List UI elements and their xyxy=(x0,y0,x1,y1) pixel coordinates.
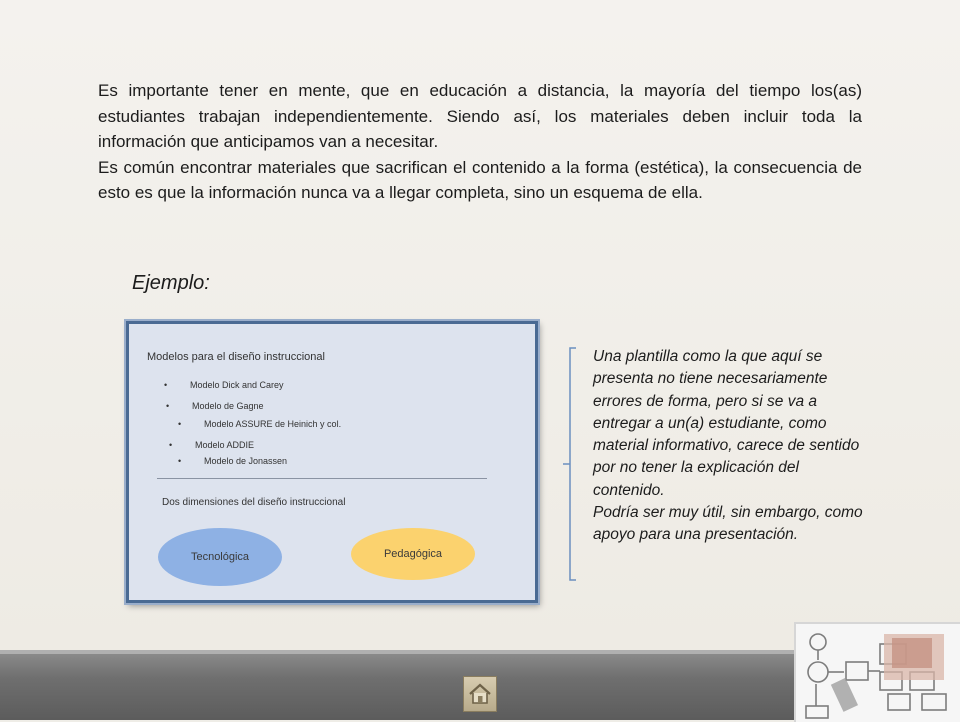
model-item-gagne: • Modelo de Gagne xyxy=(166,401,264,411)
intro-paragraph-2: Es común encontrar materiales que sacrifican el contenido a la forma (estética), la consecuencia de esto es que la información nunca va a llegar completa, sino un esquema de ella. xyxy=(98,157,862,202)
model-item-addie: • Modelo ADDIE xyxy=(169,440,255,450)
intro-text xyxy=(98,78,862,206)
model-item-jonassen: • Modelo de Jonassen xyxy=(178,456,288,466)
home-button[interactable] xyxy=(463,676,497,712)
example-label: Ejemplo: xyxy=(132,272,210,294)
dimension-pedagogica: Pedagógica xyxy=(351,528,475,580)
bullet-icon: • xyxy=(178,419,182,429)
home-icon xyxy=(467,681,493,707)
bullet-icon: • xyxy=(169,440,173,450)
bullet-icon: • xyxy=(178,456,182,466)
model-item-assure: • Modelo ASSURE de Heinich y col. xyxy=(178,419,342,429)
panel-divider xyxy=(157,478,487,479)
dimension-tecnologica: Tecnológica xyxy=(158,528,282,586)
example-panel xyxy=(126,321,538,603)
commentary-paragraph-2: Podría ser muy útil, sin embargo, como apoyo para una presentación. xyxy=(593,504,863,544)
commentary-paragraph-1: Una plantilla como la que aquí se presenta no tiene necesariamente errores de forma, pero si se va a entregar a un(a) estudiante, como material informativo, carece de sentido por no tener la explicación del contenido. xyxy=(593,348,860,499)
flowchart-hand-drawing-icon xyxy=(794,622,960,722)
bullet-icon: • xyxy=(166,401,170,411)
intro-paragraph-1: Es importante tener en mente, que en educación a distancia, la mayoría del tiempo los(as) estudiantes trabajan independientemente. Siendo así, los materiales deben incluir toda la información que anticipamos van a necesitar. xyxy=(98,81,862,151)
model-item-dick-carey: • Modelo Dick and Carey xyxy=(164,380,284,390)
bullet-icon: • xyxy=(164,380,168,390)
dimensions-title: Dos dimensiones del diseño instruccional xyxy=(162,497,346,508)
left-brace-icon xyxy=(562,346,592,582)
commentary-text xyxy=(593,346,863,547)
panel-title: Modelos para el diseño instruccional xyxy=(147,351,325,363)
